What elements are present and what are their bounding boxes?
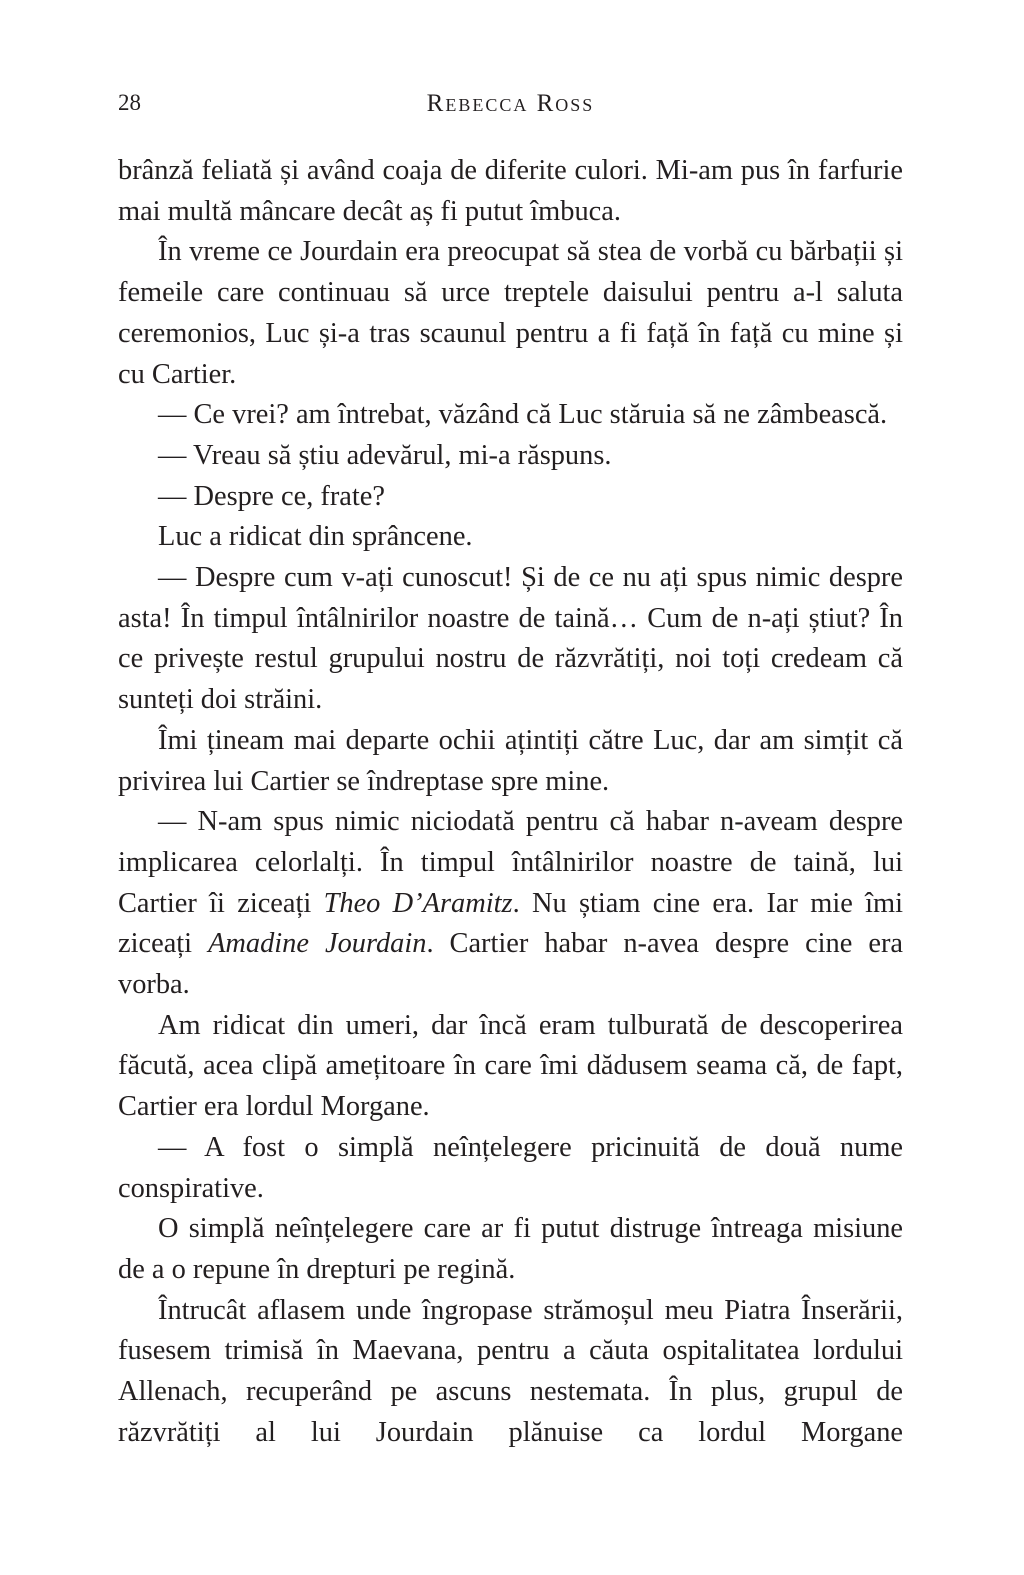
- paragraph-2: În vreme ce Jourdain era preocupat să stea de vorbă cu bărbații și femeile care continuau să urce treptele daisului pentru a-l saluta ceremonios, Luc și-a tras scaunul pentru a fi față în față cu mine și cu Cartier.: [118, 236, 903, 390]
- paragraph-13: Întrucât aflasem unde îngropase strămoșul meu Piatra Înserării, fusesem trimisă în Maevana, pentru a căuta ospitalitatea lordului Allenach, recuperând pe ascuns nestemata. În plus, grupul de răzvrătiți al lui Jourdain plănuise ca lordul Morgane: [118, 1294, 903, 1448]
- paragraph-9: [118, 802, 903, 1006]
- paragraph-4: — Vreau să știu adevărul, mi-a răspuns.: [158, 439, 612, 471]
- paragraph-8: Îmi țineam mai departe ochii ațintiți către Luc, dar am simțit că privirea lui Cartier se îndreptase spre mine.: [118, 724, 903, 797]
- paragraph-1: brânză feliată și având coaja de diferite culori. Mi-am pus în farfurie mai multă mâncare decât aș fi putut îmbuca.: [118, 155, 903, 227]
- alias-theo: Theo D’Aramitz: [323, 887, 513, 919]
- paragraph-10: Am ridicat din umeri, dar încă eram tulburată de descoperirea făcută, acea clipă amețitoare în care îmi dădusem seama că, de fapt, Cartier era lordul Morgane.: [118, 1009, 903, 1123]
- alias-amadine: Amadine Jourdain: [208, 928, 427, 960]
- paragraph-11: — A fost o simplă neînțelegere pricinuită de două nume conspirative.: [118, 1131, 903, 1204]
- paragraph-9-part-1: — N-am spus nimic niciodată pentru că habar n-aveam despre implicarea celorlalți. În timpul întâlnirilor noastre de taină, lui Cartier îi ziceați: [118, 806, 903, 919]
- page-number: 28: [118, 90, 141, 115]
- body-text: [118, 151, 903, 1454]
- paragraph-6: Luc a ridicat din sprâncene.: [158, 521, 473, 553]
- page-header: [118, 90, 903, 124]
- paragraph-12: O simplă neînțelegere care ar fi putut distruge întreaga misiune de a o repune în drepturi pe regină.: [118, 1213, 903, 1285]
- paragraph-9-part-2: . Nu știam cine era. Iar mie îmi ziceați: [118, 887, 904, 960]
- paragraph-7: — Despre cum v-ați cunoscut! Și de ce nu ați spus nimic despre asta! În timpul întâlnirilor noastre de taină… Cum de n-ați știut? În ce privește restul grupului nostru de răzvrătiți, noi toți credeam că sunteți doi străini.: [118, 562, 903, 716]
- running-head-author: Rebecca Ross: [426, 90, 595, 117]
- paragraph-5: — Despre ce, frate?: [158, 480, 385, 512]
- paragraph-9-part-3: . Cartier habar n-avea despre cine era vorba.: [118, 928, 903, 1001]
- paragraph-3: — Ce vrei? am întrebat, văzând că Luc stăruia să ne zâmbească.: [158, 399, 888, 431]
